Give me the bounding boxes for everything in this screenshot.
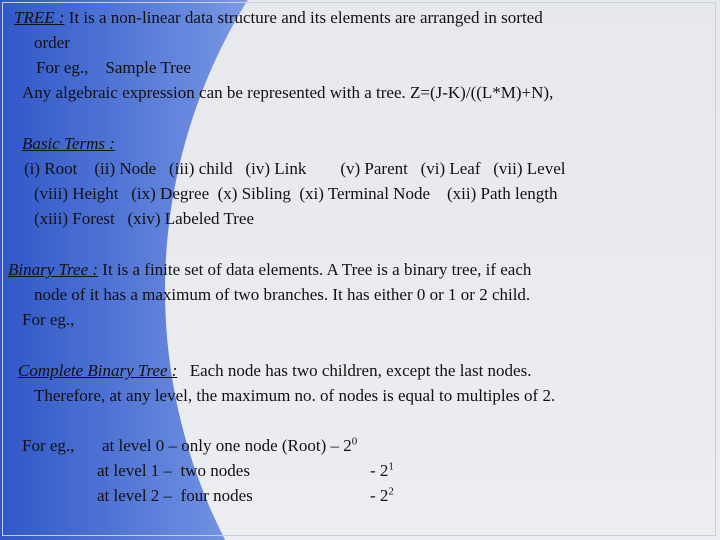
- binary-tree-example: For eg.,: [22, 310, 75, 329]
- level-row-2-value: [370, 486, 394, 506]
- level-row-0-text: at level 0 – only one node (Root) – 2: [102, 436, 352, 455]
- complete-binary-tree-line2: Therefore, at any level, the maximum no. of nodes is equal to multiples of 2.: [34, 386, 556, 405]
- tree-example-line: For eg., Sample Tree: [36, 58, 191, 77]
- algebraic-expression-line: Any algebraic expression can be represented with a tree. Z=(J-K)/((L*M)+N),: [22, 83, 554, 102]
- binary-tree-line2: node of it has a maximum of two branches. It has either 0 or 1 or 2 child.: [34, 285, 531, 304]
- tree-definition-text: It is a non-linear data structure and its elements are arranged in sorted: [68, 8, 543, 27]
- level-row-2-base: - 2: [370, 486, 389, 505]
- level-row-1-value: [370, 461, 394, 481]
- level-row-1-exponent: 1: [388, 460, 394, 473]
- level-row-2-exponent: 2: [388, 485, 394, 498]
- binary-tree-heading: Binary Tree :: [8, 260, 99, 279]
- binary-tree-line1: [8, 260, 531, 280]
- tree-heading: TREE :: [14, 8, 65, 27]
- level-row-0-exponent: 0: [351, 435, 358, 448]
- level-row-2: at level 2 – four nodes: [97, 486, 253, 505]
- basic-terms-line3: (xiii) Forest (xiv) Labeled Tree: [34, 209, 255, 228]
- complete-binary-tree-line1: [8, 361, 531, 381]
- levels-for-eg: For eg.,: [22, 436, 75, 455]
- basic-terms-heading-line: [8, 134, 115, 154]
- binary-tree-definition: It is a finite set of data elements. A Tree is a binary tree, if each: [102, 260, 532, 279]
- tree-definition-line1: [14, 8, 543, 28]
- complete-binary-tree-heading: Complete Binary Tree :: [18, 361, 178, 380]
- basic-terms-heading: Basic Terms :: [22, 134, 115, 153]
- basic-terms-line1: (i) Root (ii) Node (iii) child (iv) Link (v) Parent (vi) Leaf (vii) Level: [24, 159, 566, 178]
- level-row-1-base: - 2: [370, 461, 389, 480]
- basic-terms-line2: (viii) Height (ix) Degree (x) Sibling (xi) Terminal Node (xii) Path length: [34, 184, 558, 203]
- level-row-0: [102, 436, 357, 456]
- tree-definition-line2: order: [34, 33, 70, 52]
- level-row-1: at level 1 – two nodes: [97, 461, 250, 480]
- complete-binary-tree-definition: Each node has two children, except the last nodes.: [189, 361, 532, 380]
